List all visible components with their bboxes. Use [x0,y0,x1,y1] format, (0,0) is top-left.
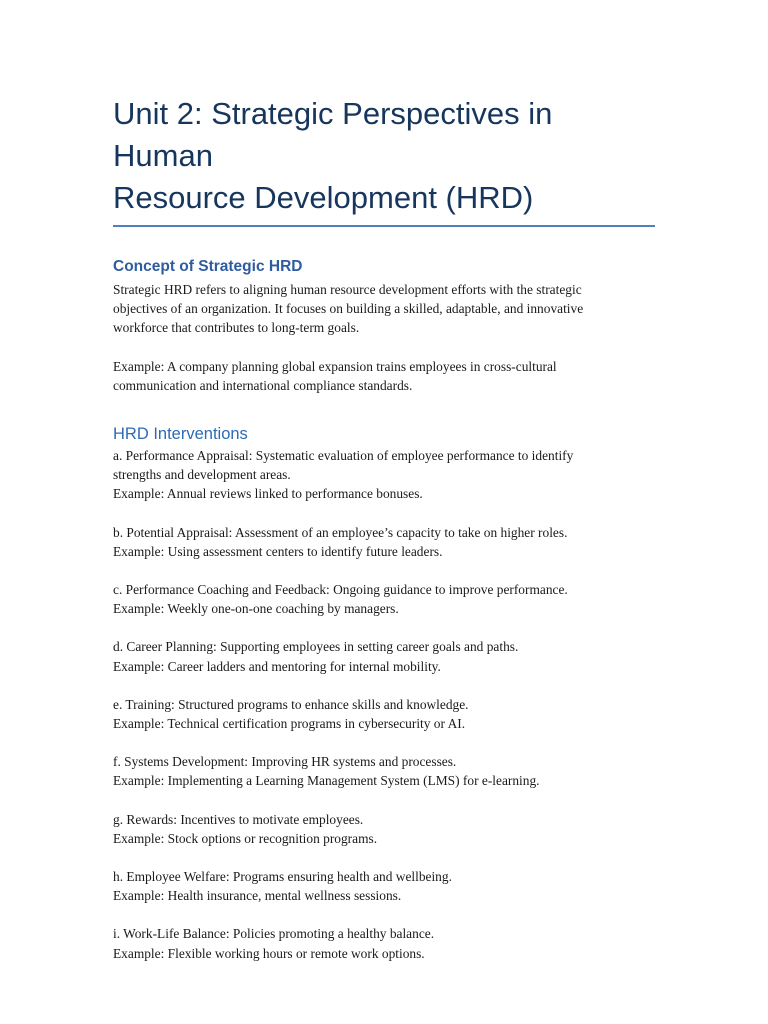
intervention-example: Example: Weekly one-on-one coaching by managers. [113,601,399,617]
intervention-item [113,752,658,790]
concept-example-line: Example: A company planning global expansion trains employees in cross-cultural [113,358,557,374]
intervention-line: strengths and development areas. [113,467,291,483]
intervention-item [113,523,658,561]
intervention-item [113,695,658,733]
page-title [113,93,658,225]
intervention-example: Example: Flexible working hours or remote work options. [113,945,425,961]
intervention-line: a. Performance Appraisal: Systematic evaluation of employee performance to identify [113,448,574,464]
intervention-example: Example: Implementing a Learning Management System (LMS) for e-learning. [113,773,540,789]
intervention-item [113,810,658,848]
intervention-item [113,580,658,618]
intervention-example: Example: Career ladders and mentoring for internal mobility. [113,658,441,674]
intervention-example: Example: Annual reviews linked to performance bonuses. [113,486,423,502]
intervention-line: h. Employee Welfare: Programs ensuring health and wellbeing. [113,869,452,885]
title-line-2: Resource Development (HRD) [113,180,534,215]
concept-example-line: communication and international compliance standards. [113,377,413,393]
interventions-heading: HRD Interventions [113,425,248,444]
intervention-item [113,867,658,905]
concept-line: workforce that contributes to long-term goals. [113,320,360,336]
intervention-line: e. Training: Structured programs to enhance skills and knowledge. [113,696,469,712]
intervention-line: f. Systems Development: Improving HR systems and processes. [113,754,457,770]
concept-line: objectives of an organization. It focuses on building a skilled, adaptable, and innovative [113,301,584,317]
concept-line: Strategic HRD refers to aligning human resource development efforts with the strategic [113,282,582,297]
intervention-line: b. Potential Appraisal: Assessment of an employee’s capacity to take on higher roles. [113,524,568,540]
intervention-example: Example: Technical certification programs in cybersecurity or AI. [113,716,466,732]
intervention-line: g. Rewards: Incentives to motivate employees. [113,811,364,827]
intervention-line: c. Performance Coaching and Feedback: Ongoing guidance to improve performance. [113,582,568,598]
intervention-example: Example: Using assessment centers to identify future leaders. [113,543,443,559]
intervention-item [113,637,658,675]
document-page [113,93,658,982]
concept-heading: Concept of Strategic HRD [113,258,303,275]
intervention-example: Example: Health insurance, mental wellness sessions. [113,888,402,904]
concept-paragraph [113,280,658,338]
intervention-line: i. Work-Life Balance: Policies promoting a healthy balance. [113,926,435,942]
intervention-example: Example: Stock options or recognition programs. [113,830,378,846]
title-line-1: Unit 2: Strategic Perspectives in Human [113,96,553,173]
concept-example-paragraph [113,357,658,395]
intervention-line: d. Career Planning: Supporting employees in setting career goals and paths. [113,639,519,655]
intervention-item [113,446,658,504]
title-underline-rule [113,225,655,227]
intervention-item [113,924,658,962]
